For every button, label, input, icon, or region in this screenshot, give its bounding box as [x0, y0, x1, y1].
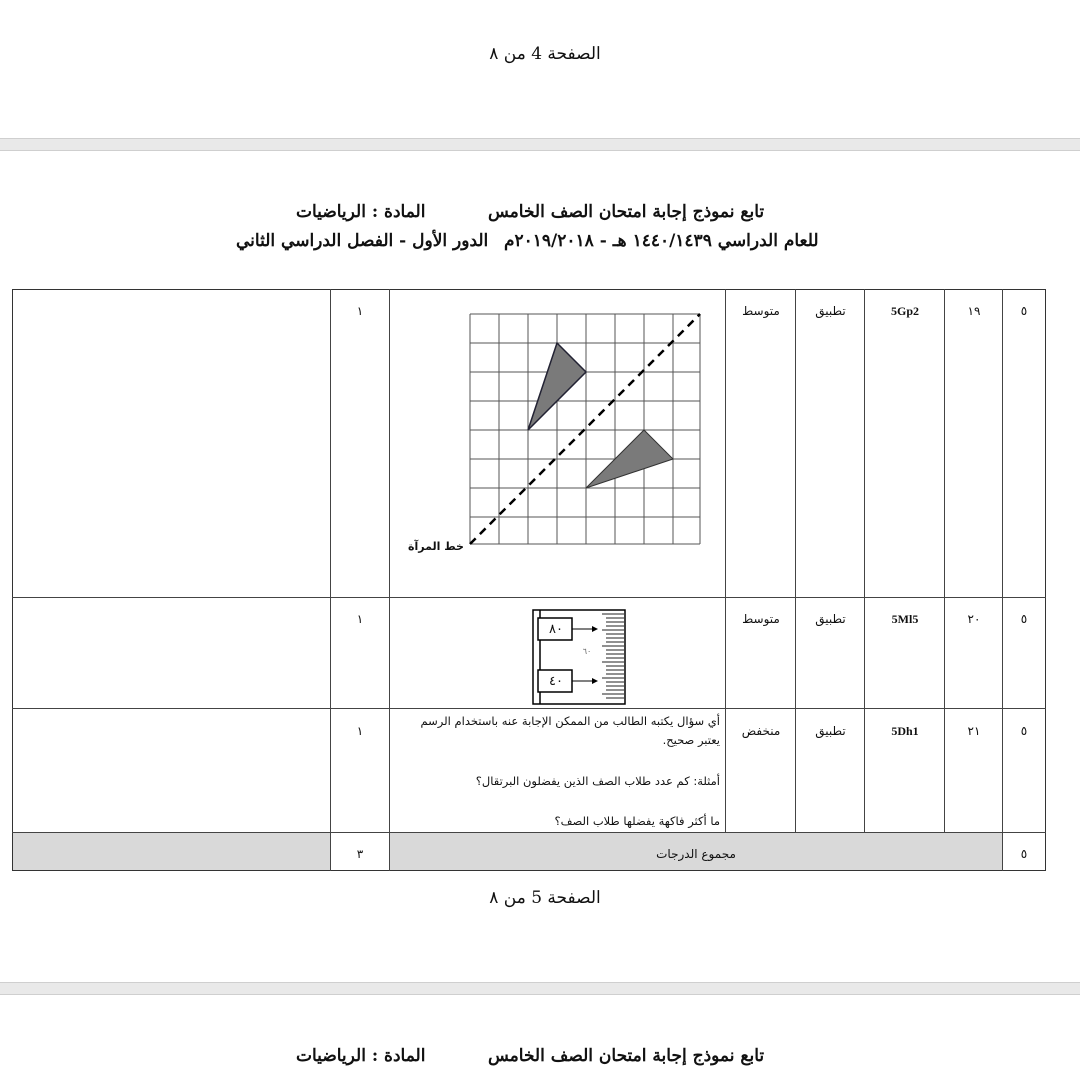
difficulty: منخفض	[741, 724, 781, 738]
outcome-code: 5Dh1	[891, 724, 919, 738]
question-number: ١٩	[967, 304, 981, 318]
mirror-line-label: خط المرآة	[408, 540, 464, 553]
question-number: ٢١	[967, 724, 981, 738]
mark-cell: ١	[356, 304, 364, 318]
mark-cell: ١	[356, 724, 364, 738]
exam-title: تابع نموذج إجابة امتحان الصف الخامس	[488, 202, 765, 222]
mirror-line	[470, 314, 700, 544]
outcome-code: 5Ml5	[891, 612, 919, 626]
cognitive-level: تطبيق	[815, 612, 846, 626]
outcome-code: 5Gp2	[890, 304, 919, 318]
section-cell: ٥	[1020, 724, 1028, 738]
cognitive-level: تطبيق	[815, 724, 846, 738]
difficulty: متوسط	[742, 612, 780, 626]
answer-example-2: ما أكثر فاكهة يفضلها طلاب الصف؟	[554, 814, 720, 828]
total-label: مجموع الدرجات	[656, 847, 736, 861]
total-mark: ٣	[356, 847, 364, 861]
mark-cell: ١	[356, 612, 364, 626]
section-cell: ٥	[1020, 304, 1028, 318]
scale-top-value: ٨٠	[549, 622, 563, 637]
answer-example-1: أمثلة: كم عدد طلاب الصف الذين يفضلون البرتقال؟	[475, 774, 720, 788]
section-cell: ٥	[1020, 847, 1028, 861]
next-exam-title: تابع نموذج إجابة امتحان الصف الخامس	[488, 1046, 765, 1066]
scale-mid-value: ٦٠	[582, 647, 592, 656]
page-separator	[0, 138, 1080, 151]
exam-term: الدور الأول - الفصل الدراسي الثاني	[236, 231, 489, 251]
page-separator	[0, 982, 1080, 995]
cognitive-level: تطبيق	[815, 304, 846, 318]
scale-bottom-value: ٤٠	[549, 674, 563, 689]
next-subject-label: المادة : الرياضيات	[296, 1046, 426, 1066]
answer-line-1: أي سؤال يكتبه الطالب من الممكن الإجابة عنه باستخدام الرسم	[420, 714, 720, 728]
difficulty: متوسط	[742, 304, 780, 318]
page-number-top: الصفحة 4 من ٨	[489, 44, 601, 64]
section-cell: ٥	[1020, 612, 1028, 626]
page-number-middle: الصفحة 5 من ٨	[489, 888, 601, 908]
subject-label: المادة : الرياضيات	[296, 202, 426, 222]
question-number: ٢٠	[967, 612, 981, 626]
answer-line-2: يعتبر صحيح.	[662, 733, 720, 747]
reflection-grid-figure	[400, 305, 720, 565]
academic-year: للعام الدراسي ١٤٤٠/١٤٣٩ هـ - ٢٠١٩/٢٠١٨م	[504, 231, 819, 251]
